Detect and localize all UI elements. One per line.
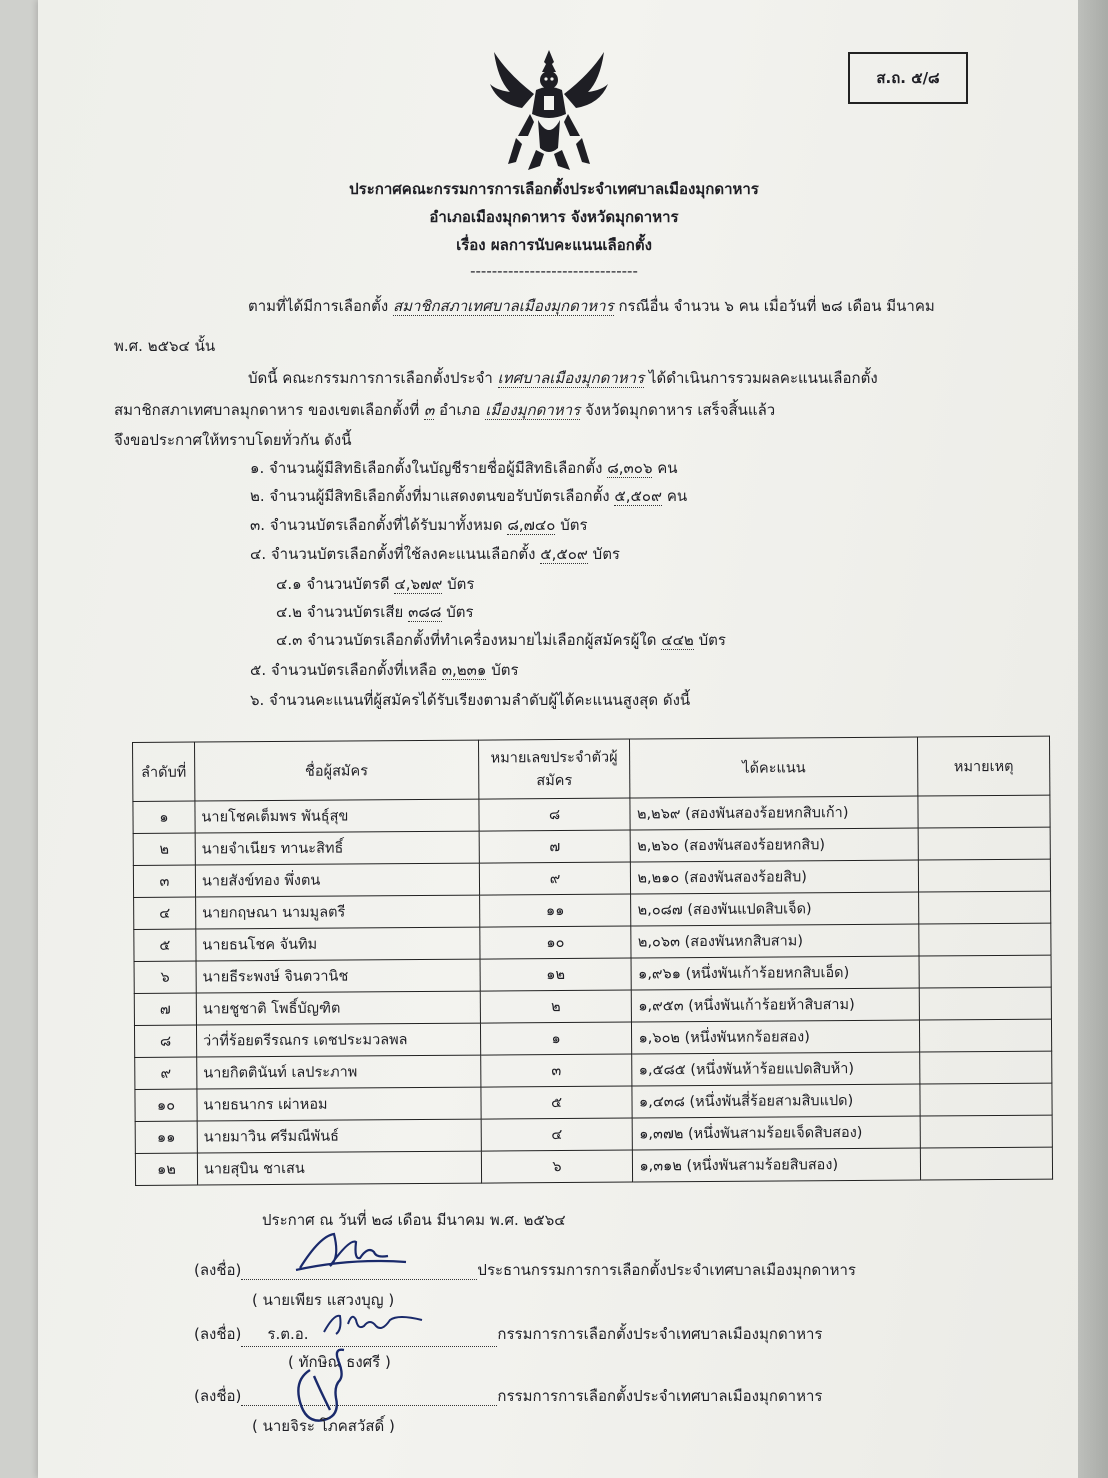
header-score: ได้คะแนน	[630, 737, 918, 798]
header-divider: -------------------------------	[470, 262, 638, 280]
intro-line-4	[114, 398, 775, 422]
row-note	[920, 1019, 1052, 1052]
stat-label: ๖. จำนวนคะแนนที่ผู้สมัครได้รับเรียงตามลำดับผู้ได้คะแนนสูงสุด ดังนี้	[250, 691, 691, 709]
signature-2-mark	[318, 1306, 428, 1342]
row-score: ๒,๒๖๙ (สองพันสองร้อยหกสิบเก้า)	[630, 796, 918, 830]
stat-label: ๒. จำนวนผู้มีสิทธิเลือกตั้งที่มาแสดงตนขอรับบัตรเลือกตั้ง	[250, 487, 610, 505]
signer-role: กรรมการการเลือกตั้งประจำเทศบาลเมืองมุกดาหาร	[497, 1325, 823, 1343]
intro-text: ได้ดำเนินการรวมผลคะแนนเลือกตั้ง	[648, 369, 878, 387]
row-score: ๒,๒๖๐ (สองพันสองร้อยหกสิบ)	[631, 828, 919, 862]
header-number: หมายเลขประจำตัวผู้สมัคร	[478, 739, 630, 799]
header-name: ชื่อผู้สมัคร	[194, 740, 478, 801]
signer-rank: ร.ต.อ.	[267, 1325, 309, 1343]
row-name: นายโชคเต็มพร พันธุ์สุข	[195, 799, 479, 833]
intro-text: จังหวัดมุกดาหาร เสร็จสิ้นแล้ว	[584, 401, 776, 419]
municipality-fill: เทศบาลเมืองมุกดาหาร	[497, 369, 645, 387]
stat-value: ๘,๗๔๐	[507, 516, 556, 534]
intro-text: สมาชิกสภาเทศบาลมุกดาหาร ของเขตเลือกตั้งที่	[114, 401, 420, 419]
stat-value: ๓๘๘	[408, 603, 442, 621]
intro-text: กรณีอื่น จำนวน ๖ คน เมื่อวันที่ ๒๘ เดือน มีนาคม	[618, 297, 935, 315]
row-name: นายมาวิน ศรีมณีพันธ์	[197, 1119, 481, 1153]
row-order: ๑๒	[135, 1153, 197, 1185]
row-order: ๗	[134, 993, 196, 1025]
row-order: ๕	[134, 929, 196, 961]
row-score: ๑,๕๘๕ (หนึ่งพันห้าร้อยแปดสิบห้า)	[632, 1052, 920, 1086]
stat-row	[276, 572, 474, 596]
row-name: นายธีระพงษ์ จินตวานิช	[196, 959, 480, 993]
row-note	[919, 987, 1051, 1020]
stat-label: ๑. จำนวนผู้มีสิทธิเลือกตั้งในบัญชีรายชื่อผู้มีสิทธิเลือกตั้ง	[250, 459, 603, 477]
row-order: ๘	[134, 1025, 196, 1057]
stat-value: ๔,๖๗๙	[394, 575, 443, 593]
header-line-1: ประกาศคณะกรรมการการเลือกตั้งประจำเทศบาลเมืองมุกดาหาร	[349, 180, 759, 198]
row-note	[920, 1083, 1052, 1116]
election-type-fill: สมาชิกสภาเทศบาลเมืองมุกดาหาร	[392, 297, 614, 315]
stat-row	[276, 628, 726, 652]
sign-prefix: (ลงชื่อ)	[194, 1387, 242, 1405]
row-note	[919, 923, 1051, 956]
row-number: ๓	[480, 1054, 632, 1087]
stat-row	[276, 600, 474, 624]
row-order: ๑๐	[135, 1089, 197, 1121]
stat-unit: บัตร	[491, 661, 519, 679]
zone-fill: ๓	[424, 401, 435, 419]
row-name: นายกฤษณา นามมูลตรี	[196, 895, 480, 929]
row-order: ๒	[133, 833, 195, 865]
row-name: นายธนโชค จันทิม	[196, 927, 480, 961]
row-order: ๔	[134, 897, 196, 929]
sign-prefix: (ลงชื่อ)	[194, 1261, 242, 1279]
row-score: ๑,๖๐๒ (หนึ่งพันหกร้อยสอง)	[632, 1020, 920, 1054]
signer-1-name: ( นายเพียร แสวงบุญ )	[252, 1291, 395, 1309]
row-number: ๕	[481, 1086, 633, 1119]
stat-row	[250, 542, 620, 566]
stat-value: ๕,๕๐๙	[614, 487, 663, 505]
row-note	[919, 891, 1051, 924]
intro-text: บัดนี้ คณะกรรมการการเลือกตั้งประจำ	[248, 369, 493, 387]
row-note	[919, 955, 1051, 988]
results-table	[132, 736, 1053, 1186]
row-order: ๖	[134, 961, 196, 993]
intro-text: อำเภอ	[439, 401, 481, 419]
row-score: ๑,๔๓๘ (หนึ่งพันสี่ร้อยสามสิบแปด)	[632, 1084, 920, 1118]
header-note: หมายเหตุ	[918, 736, 1050, 796]
stat-unit: บัตร	[592, 545, 620, 563]
stat-row	[250, 688, 690, 712]
sign-prefix: (ลงชื่อ)	[194, 1325, 242, 1343]
row-score: ๑,๙๕๓ (หนึ่งพันเก้าร้อยห้าสิบสาม)	[632, 988, 920, 1022]
signer-3-name: ( นายจิระ โภคสวัสดิ์ )	[252, 1417, 395, 1435]
stat-label: ๔.๒ จำนวนบัตรเสีย	[276, 603, 404, 621]
stat-row	[250, 658, 519, 682]
intro-line-1	[248, 294, 935, 318]
announce-date: ประกาศ ณ วันที่ ๒๘ เดือน มีนาคม พ.ศ. ๒๕๖๔	[262, 1211, 566, 1229]
intro-line-2: พ.ศ. ๒๕๖๔ นั้น	[114, 337, 216, 355]
signature-line-3	[194, 1384, 822, 1408]
stat-label: ๔.๑ จำนวนบัตรดี	[276, 575, 390, 593]
row-note	[920, 1051, 1052, 1084]
stat-row	[250, 484, 687, 508]
row-name: นายจำเนียร ทานะสิทธิ์	[195, 831, 479, 865]
row-note	[920, 1147, 1052, 1180]
stat-row	[250, 513, 588, 537]
header-order: ลำดับที่	[133, 742, 195, 801]
stat-unit: บัตร	[447, 575, 475, 593]
amphoe-fill: เมืองมุกดาหาร	[485, 401, 581, 419]
signer-2-name: ( ทักษิณ ธงศรี )	[288, 1353, 391, 1371]
row-score: ๒,๒๑๐ (สองพันสองร้อยสิบ)	[631, 860, 919, 894]
header-line-2: อำเภอเมืองมุกดาหาร จังหวัดมุกดาหาร	[429, 208, 679, 226]
row-name: นายสุบิน ชาเสน	[197, 1151, 481, 1185]
table-row	[135, 1147, 1052, 1185]
row-number: ๘	[479, 798, 631, 831]
stat-value: ๔๔๒	[661, 631, 694, 649]
stat-label: ๔.๓ จำนวนบัตรเลือกตั้งที่ทำเครื่องหมายไม่เลือกผู้สมัครผู้ใด	[276, 631, 657, 649]
row-name: นายธนากร เผ่าหอม	[197, 1087, 481, 1121]
row-name: นายกิตตินันท์ เลประภาพ	[197, 1055, 481, 1089]
row-order: ๓	[133, 865, 195, 897]
row-name: ว่าที่ร้อยตรีรณกร เดชประมวลพล	[196, 1023, 480, 1057]
row-number: ๖	[481, 1150, 633, 1183]
row-number: ๑	[480, 1022, 632, 1055]
row-score: ๑,๓๗๒ (หนึ่งพันสามร้อยเจ็ดสิบสอง)	[633, 1116, 921, 1150]
row-note	[918, 795, 1050, 828]
stat-label: ๕. จำนวนบัตรเลือกตั้งที่เหลือ	[250, 661, 437, 679]
stat-row	[250, 456, 678, 480]
row-number: ๔	[481, 1118, 633, 1151]
row-name: นายชูชาติ โพธิ์บัญฑิต	[196, 991, 480, 1025]
row-number: ๑๒	[480, 958, 632, 991]
header-line-3: เรื่อง ผลการนับคะแนนเลือกตั้ง	[456, 236, 652, 254]
row-score: ๑,๙๖๑ (หนึ่งพันเก้าร้อยหกสิบเอ็ด)	[631, 956, 919, 990]
stat-label: ๓. จำนวนบัตรเลือกตั้งที่ได้รับมาทั้งหมด	[250, 516, 503, 534]
row-order: ๑๑	[135, 1121, 197, 1153]
intro-line-3	[248, 366, 878, 390]
stat-unit: บัตร	[698, 631, 726, 649]
row-number: ๙	[479, 862, 631, 895]
stat-unit: คน	[657, 459, 678, 477]
garuda-emblem	[488, 44, 610, 172]
stat-value: ๘,๓๐๖	[607, 459, 653, 477]
signer-role: กรรมการการเลือกตั้งประจำเทศบาลเมืองมุกดาหาร	[497, 1387, 823, 1405]
row-order: ๑	[133, 801, 195, 833]
row-number: ๒	[480, 990, 632, 1023]
stat-value: ๓,๒๓๑	[441, 661, 487, 679]
signature-1-mark	[290, 1228, 410, 1274]
intro-text: ตามที่ได้มีการเลือกตั้ง	[248, 297, 389, 315]
stat-value: ๕,๕๐๙	[540, 545, 588, 563]
row-note	[920, 1115, 1052, 1148]
row-name: นายสังข์ทอง พึ่งตน	[195, 863, 479, 897]
row-number: ๗	[479, 830, 631, 863]
row-number: ๑๐	[479, 926, 631, 959]
intro-line-5: จึงขอประกาศให้ทราบโดยทั่วกัน ดังนี้	[114, 431, 352, 449]
stat-unit: บัตร	[446, 603, 474, 621]
stat-label: ๔. จำนวนบัตรเลือกตั้งที่ใช้ลงคะแนนเลือกตั้ง	[250, 545, 536, 563]
row-number: ๑๑	[479, 894, 631, 927]
table-header-row	[133, 736, 1050, 801]
row-order: ๙	[135, 1057, 197, 1089]
row-note	[918, 827, 1050, 860]
stat-unit: บัตร	[560, 516, 588, 534]
signature-line-2	[194, 1322, 822, 1347]
row-score: ๒,๐๘๗ (สองพันแปดสิบเจ็ด)	[631, 892, 919, 926]
stat-unit: คน	[666, 487, 688, 505]
signer-role: ประธานกรรมการการเลือกตั้งประจำเทศบาลเมืองมุกดาหาร	[477, 1261, 856, 1279]
row-note	[918, 859, 1050, 892]
row-score: ๒,๐๖๓ (สองพันหกสิบสาม)	[631, 924, 919, 958]
row-score: ๑,๓๑๒ (หนึ่งพันสามร้อยสิบสอง)	[633, 1148, 921, 1182]
form-code-box: ส.ถ. ๕/๘	[848, 52, 968, 104]
